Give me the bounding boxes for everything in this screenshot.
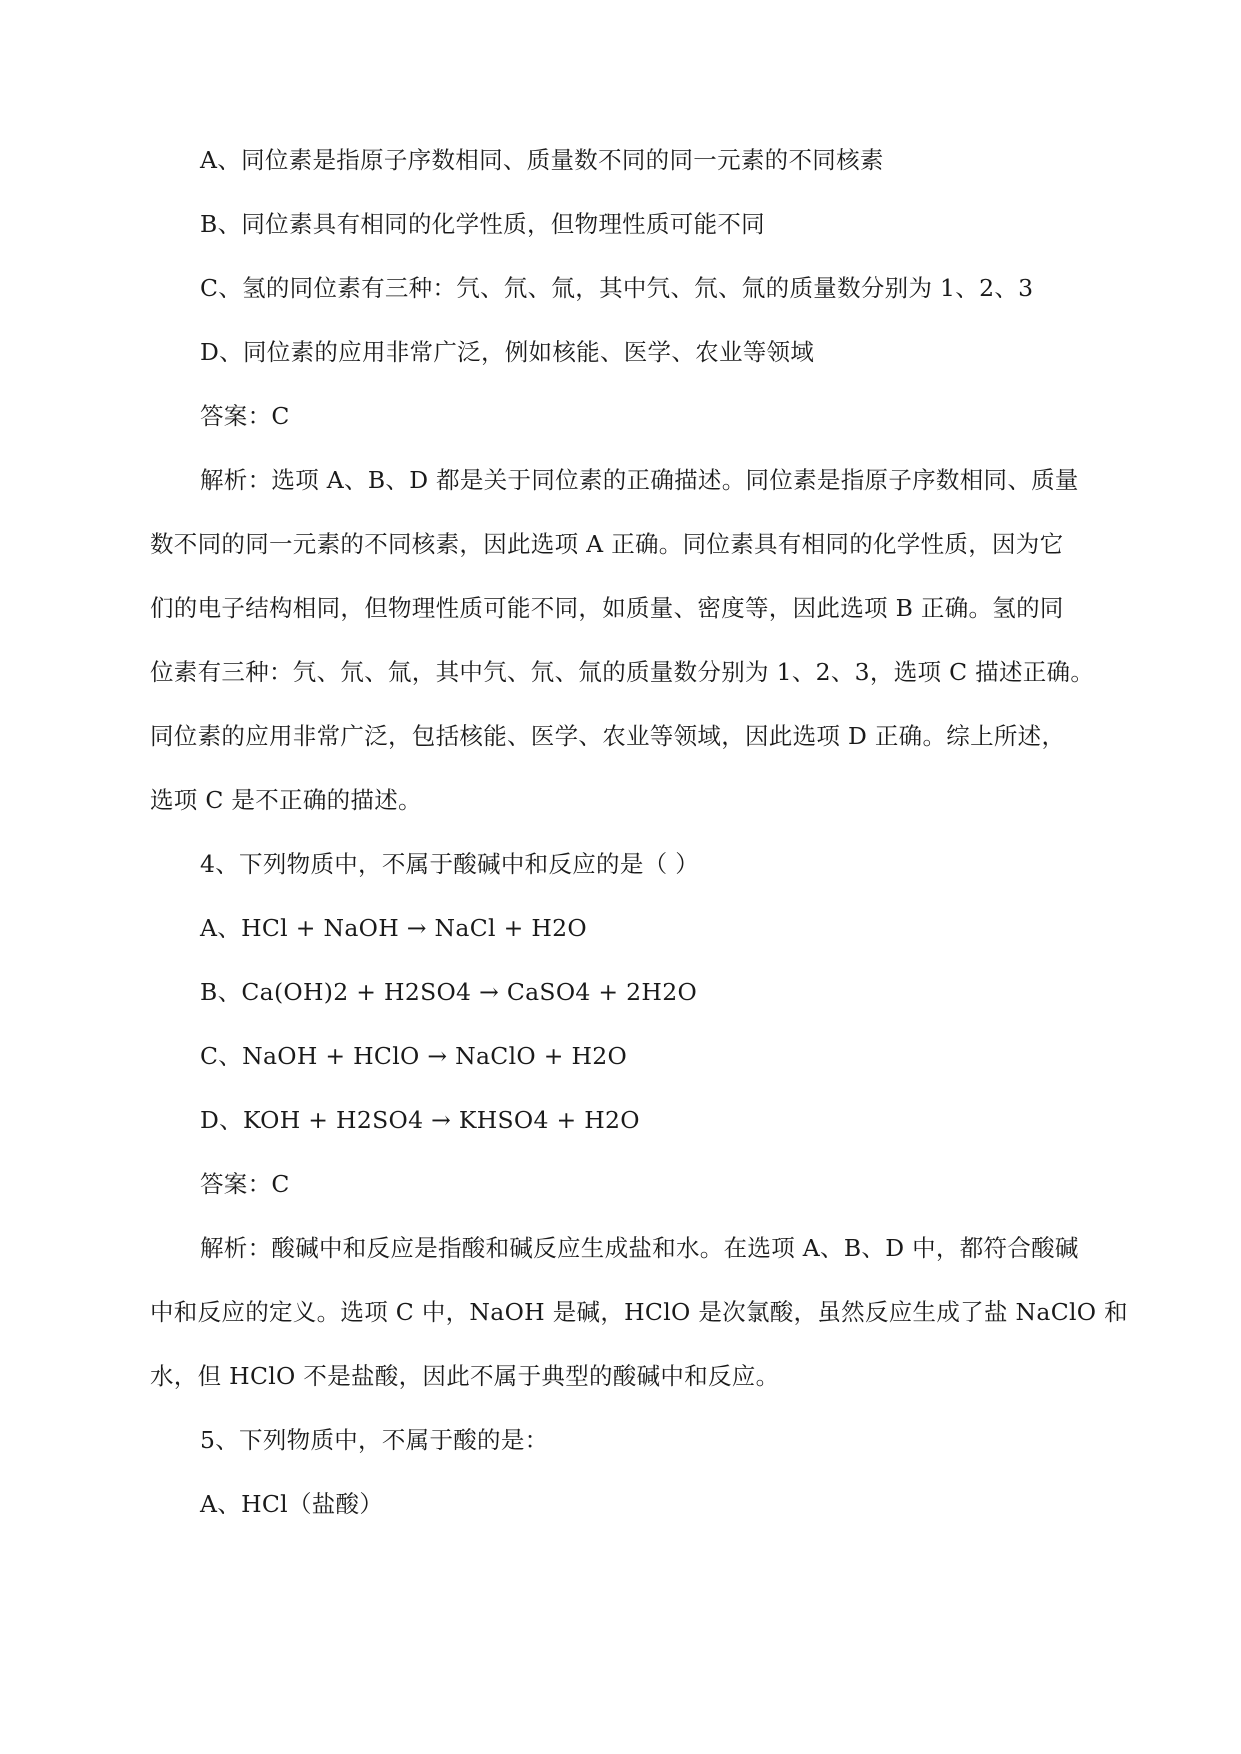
q5-option-a: A、HCl（盐酸） xyxy=(200,1490,384,1518)
q3-option-d: D、同位素的应用非常广泛，例如核能、医学、农业等领域 xyxy=(200,338,815,366)
q4-analysis-line: 水，但 HClO 不是盐酸，因此不属于典型的酸碱中和反应。 xyxy=(150,1362,780,1390)
q3-analysis-line: 们的电子结构相同，但物理性质可能不同，如质量、密度等，因此选项 B 正确。氢的同 xyxy=(150,594,1064,622)
q4-answer: 答案：C xyxy=(200,1170,290,1198)
q4-option-d: D、KOH + H2SO4 → KHSO4 + H2O xyxy=(200,1106,640,1134)
q4-option-c: C、NaOH + HClO → NaClO + H2O xyxy=(200,1042,628,1070)
q5-question: 5、下列物质中，不属于酸的是： xyxy=(200,1426,549,1454)
q3-analysis-line: 数不同的同一元素的不同核素，因此选项 A 正确。同位素具有相同的化学性质，因为它 xyxy=(150,530,1064,558)
q3-answer: 答案：C xyxy=(200,402,290,430)
q3-analysis-line: 选项 C 是不正确的描述。 xyxy=(150,786,422,814)
q3-analysis-line: 同位素的应用非常广泛，包括核能、医学、农业等领域，因此选项 D 正确。综上所述， xyxy=(150,722,1066,750)
q3-option-b: B、同位素具有相同的化学性质，但物理性质可能不同 xyxy=(200,210,765,238)
q4-analysis xyxy=(150,1216,1128,1408)
q3-option-c: C、氢的同位素有三种：氕、氘、氚，其中氕、氘、氚的质量数分别为 1、2、3 xyxy=(200,274,1034,302)
q4-analysis-line: 解析：酸碱中和反应是指酸和碱反应生成盐和水。在选项 A、B、D 中，都符合酸碱 xyxy=(200,1234,1079,1262)
document-page xyxy=(150,128,1128,1536)
q4-question: 4、下列物质中，不属于酸碱中和反应的是（ ） xyxy=(200,850,700,878)
q3-analysis xyxy=(150,448,1095,832)
q3-analysis-line: 位素有三种：氕、氘、氚，其中氕、氘、氚的质量数分别为 1、2、3，选项 C 描述正确。 xyxy=(150,658,1095,686)
q3-analysis-line: 解析：选项 A、B、D 都是关于同位素的正确描述。同位素是指原子序数相同、质量 xyxy=(200,466,1079,494)
q4-option-b: B、Ca(OH)2 + H2SO4 → CaSO4 + 2H2O xyxy=(200,978,698,1006)
q3-option-a: A、同位素是指原子序数相同、质量数不同的同一元素的不同核素 xyxy=(200,146,884,174)
q4-analysis-line: 中和反应的定义。选项 C 中，NaOH 是碱，HClO 是次氯酸，虽然反应生成了盐 NaClO 和 xyxy=(150,1298,1128,1326)
q4-option-a: A、HCl + NaOH → NaCl + H2O xyxy=(200,914,587,942)
